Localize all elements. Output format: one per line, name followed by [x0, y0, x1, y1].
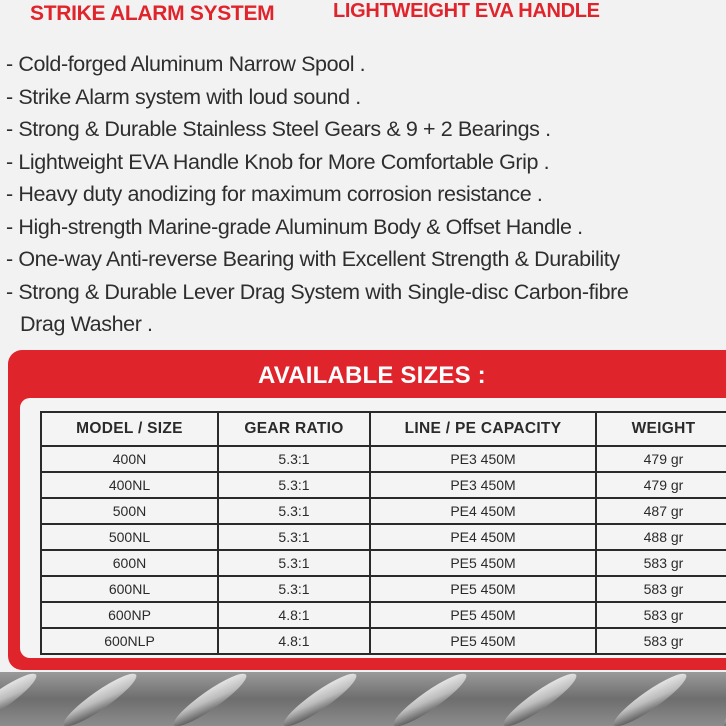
sizes-table: [40, 411, 726, 655]
cell-model: 500NL: [41, 524, 218, 550]
table-row: [41, 550, 726, 576]
cell-weight: 583 gr: [596, 576, 726, 602]
feature-item: - Lightweight EVA Handle Knob for More Comfortable Grip .: [6, 149, 550, 174]
cell-gear-ratio: 5.3:1: [218, 550, 370, 576]
cell-model: 400NL: [41, 472, 218, 498]
feature-item: - High-strength Marine-grade Aluminum Body & Offset Handle .: [6, 214, 583, 239]
strike-alarm-heading: STRIKE ALARM SYSTEM: [30, 2, 275, 25]
cell-weight: 479 gr: [596, 446, 726, 472]
table-row: [41, 602, 726, 628]
cell-gear-ratio: 5.3:1: [218, 472, 370, 498]
top-headings: [0, 0, 726, 34]
cell-line-capacity: PE5 450M: [370, 576, 596, 602]
cell-line-capacity: PE4 450M: [370, 498, 596, 524]
column-header-gear-ratio: GEAR RATIO: [218, 412, 370, 446]
table-row: [41, 576, 726, 602]
available-sizes-title: AVAILABLE SIZES :: [258, 362, 486, 389]
table-row: [41, 472, 726, 498]
feature-continuation-text: Drag Washer .: [20, 312, 153, 336]
cell-model: 400N: [41, 446, 218, 472]
table-row: [41, 498, 726, 524]
cell-gear-ratio: 4.8:1: [218, 602, 370, 628]
cell-weight: 487 gr: [596, 498, 726, 524]
cell-model: 600NL: [41, 576, 218, 602]
feature-item: - Strong & Durable Lever Drag System with Single-disc Carbon-fibre: [6, 279, 629, 304]
table-header-row: [41, 412, 726, 446]
tread-plate-background: [0, 672, 726, 726]
column-header-weight: WEIGHT: [596, 412, 726, 446]
cell-weight: 583 gr: [596, 628, 726, 654]
cell-line-capacity: PE4 450M: [370, 524, 596, 550]
cell-line-capacity: PE5 450M: [370, 602, 596, 628]
feature-item: - One-way Anti-reverse Bearing with Excellent Strength & Durability: [6, 247, 620, 271]
cell-line-capacity: PE5 450M: [370, 550, 596, 576]
cell-gear-ratio: 5.3:1: [218, 576, 370, 602]
cell-model: 600NP: [41, 602, 218, 628]
cell-gear-ratio: 5.3:1: [218, 498, 370, 524]
cell-weight: 583 gr: [596, 550, 726, 576]
cell-gear-ratio: 4.8:1: [218, 628, 370, 654]
cell-model: 500N: [41, 498, 218, 524]
cell-line-capacity: PE3 450M: [370, 446, 596, 472]
table-row: [41, 628, 726, 654]
column-header-model: MODEL / SIZE: [41, 412, 218, 446]
feature-item-continuation: [6, 308, 726, 341]
feature-list: [6, 48, 726, 341]
cell-model: 600NLP: [41, 628, 218, 654]
feature-item: - Heavy duty anodizing for maximum corrosion resistance .: [6, 182, 543, 206]
table-row: [41, 446, 726, 472]
cell-weight: 488 gr: [596, 524, 726, 550]
cell-line-capacity: PE5 450M: [370, 628, 596, 654]
cell-model: 600N: [41, 550, 218, 576]
cell-line-capacity: PE3 450M: [370, 472, 596, 498]
eva-handle-heading: LIGHTWEIGHT EVA HANDLE: [333, 0, 600, 22]
cell-weight: 479 gr: [596, 472, 726, 498]
table-row: [41, 524, 726, 550]
cell-weight: 583 gr: [596, 602, 726, 628]
feature-item: - Strong & Durable Stainless Steel Gears & 9 + 2 Bearings .: [6, 117, 551, 141]
column-header-line-capacity: LINE / PE CAPACITY: [370, 412, 596, 446]
feature-item: - Cold-forged Aluminum Narrow Spool .: [6, 52, 366, 76]
feature-item: - Strike Alarm system with loud sound .: [6, 84, 361, 109]
cell-gear-ratio: 5.3:1: [218, 524, 370, 550]
cell-gear-ratio: 5.3:1: [218, 446, 370, 472]
